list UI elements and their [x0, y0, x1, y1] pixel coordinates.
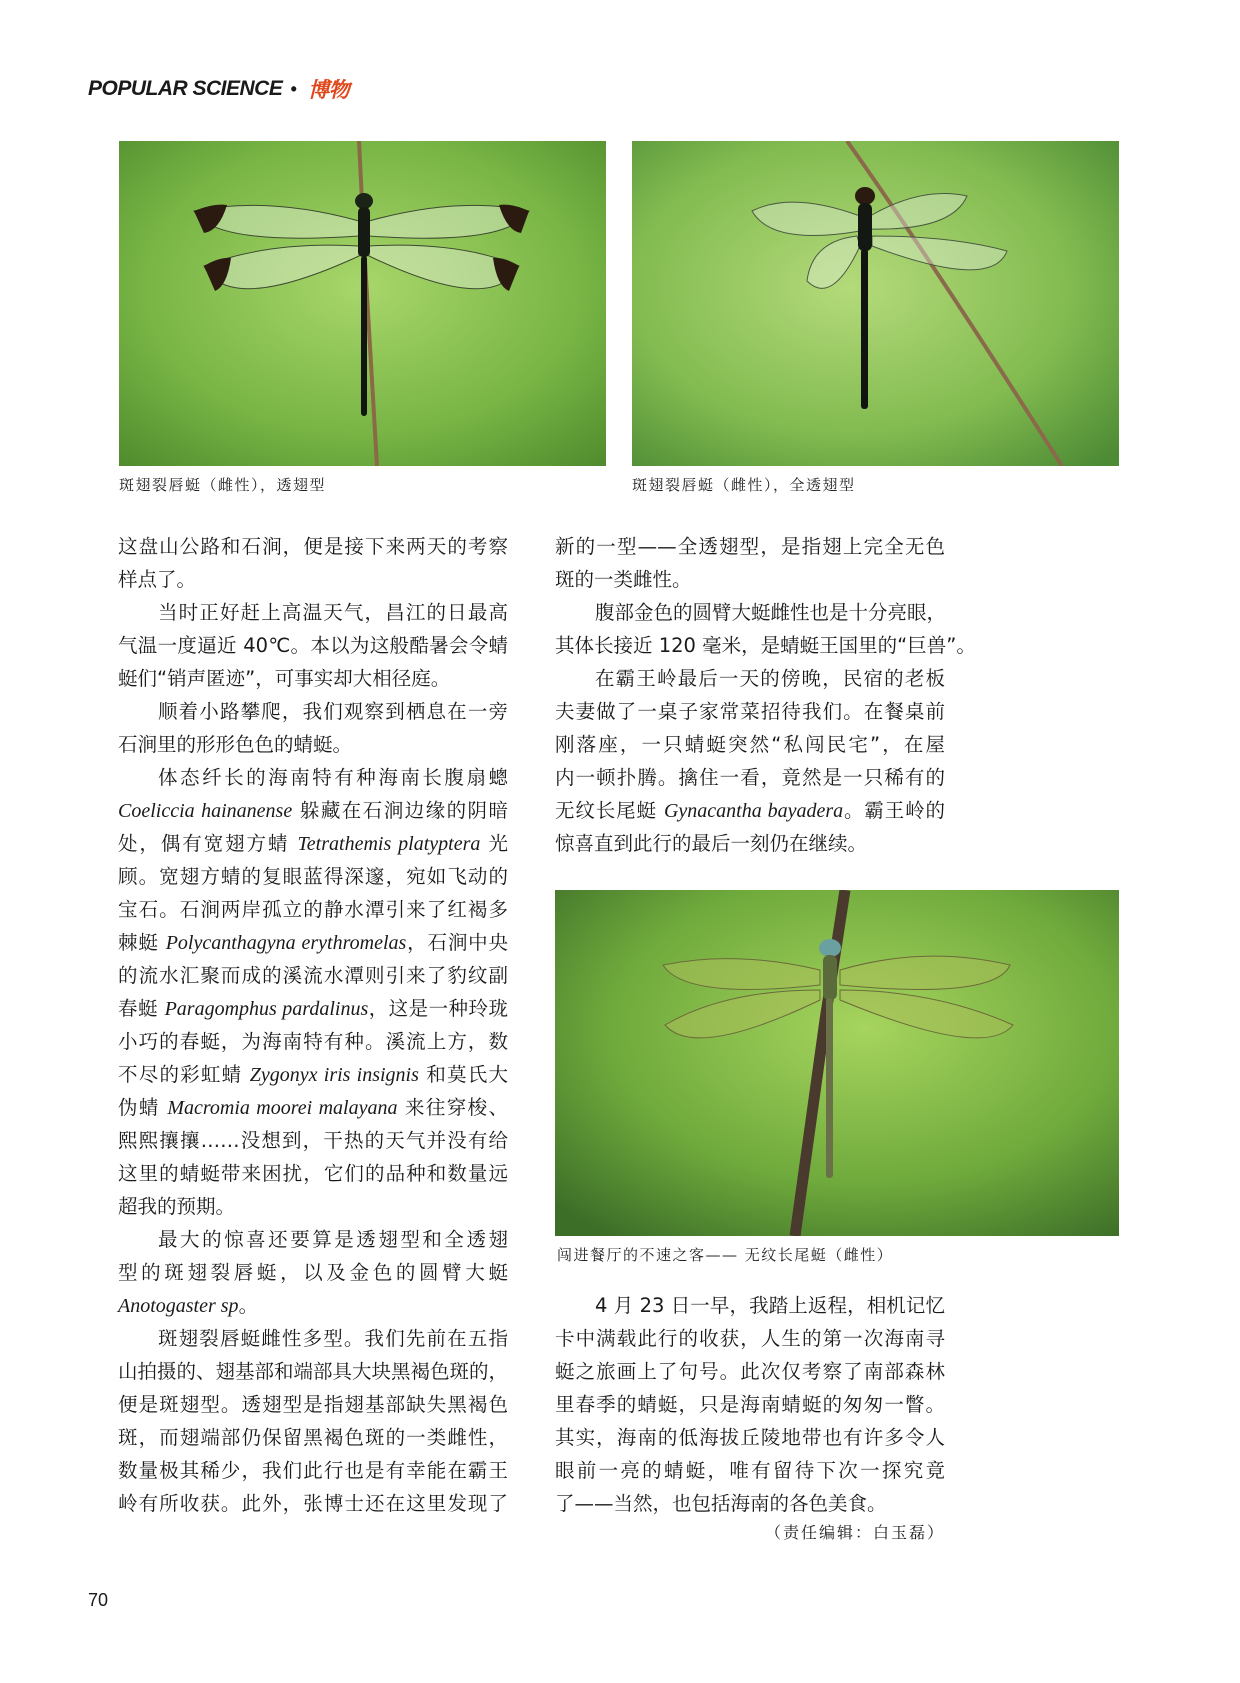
text-line	[118, 596, 508, 629]
text-line	[118, 563, 508, 596]
text-line	[118, 1388, 508, 1421]
text-segment: 蜓之旅画上了句号。此次仅考察了南部森林	[555, 1360, 945, 1383]
text-line	[118, 728, 508, 761]
species-name: Paragomphus pardalinus	[164, 998, 369, 1020]
text-segment: 样点了。	[118, 568, 197, 591]
text-line	[555, 1388, 945, 1421]
text-segment: 刚落座，一只蜻蜓突然“私闯民宅”，在屋	[555, 733, 945, 756]
text-line	[118, 1091, 508, 1124]
text-segment: 棘蜓	[118, 931, 166, 954]
text-segment: 来往穿梭、	[397, 1096, 509, 1119]
text-segment: 处，偶有宽翅方蜻	[118, 832, 298, 855]
text-segment: 当时正好赶上高温天气，昌江的日最高	[158, 601, 508, 624]
text-segment: 顾。宽翅方蜻的复眼蓝得深邃，宛如飞动的	[118, 865, 508, 888]
text-segment: 无纹长尾蜓	[555, 799, 664, 822]
text-segment: 了——当然，也包括海南的各色美食。	[555, 1492, 887, 1515]
species-name: Gynacantha bayadera	[663, 800, 844, 822]
text-segment: 。霸王岭的	[843, 799, 945, 822]
text-line	[118, 959, 508, 992]
text-line	[118, 860, 508, 893]
species-name: Coeliccia hainanense	[118, 800, 293, 822]
text-line	[555, 530, 945, 563]
species-name: Macromia moorei malayana	[167, 1097, 398, 1119]
text-segment: 在霸王岭最后一天的傍晚，民宿的老板	[595, 667, 945, 690]
text-line	[118, 992, 508, 1025]
text-line	[555, 761, 945, 794]
text-segment: 这里的蜻蜓带来困扰，它们的品种和数量远	[118, 1162, 508, 1185]
paragraph	[118, 695, 508, 761]
magazine-brand: POPULAR SCIENCE	[88, 77, 283, 100]
text-line	[555, 629, 976, 662]
article-column-right	[555, 530, 976, 860]
text-segment: 蜓们“销声匿迹”，可事实却大相径庭。	[118, 667, 451, 690]
text-segment: 石涧里的形形色色的蜻蜓。	[118, 733, 353, 756]
species-name: Zygonyx iris insignis	[249, 1064, 419, 1086]
text-segment: 不尽的彩虹蜻	[118, 1063, 250, 1086]
text-segment: 山拍摄的、翅基部和端部具大块黑褐色斑的，	[118, 1360, 509, 1383]
text-line	[555, 596, 945, 629]
text-line	[118, 662, 508, 695]
text-segment: 4 月 23 日一早，我踏上返程，相机记忆	[595, 1294, 945, 1317]
text-segment: 最大的惊喜还要算是透翅型和全透翅	[158, 1228, 508, 1251]
running-header	[88, 74, 349, 104]
text-segment: 数量极其稀少，我们此行也是有幸能在霸王	[118, 1459, 508, 1482]
text-line	[555, 662, 945, 695]
text-line	[118, 1223, 508, 1256]
paragraph	[118, 596, 508, 695]
page-number: 70	[88, 1590, 109, 1610]
text-line	[555, 563, 945, 596]
text-line	[555, 827, 945, 860]
text-segment: 斑翅裂唇蜓雌性多型。我们先前在五指	[158, 1327, 508, 1350]
text-line	[118, 1487, 508, 1520]
paragraph	[555, 530, 945, 596]
text-line	[118, 1355, 508, 1388]
photo-caption: 斑翅裂唇蜓（雌性），透翅型	[119, 476, 327, 494]
text-segment: 顺着小路攀爬，我们观察到栖息在一旁	[158, 700, 508, 723]
editor-credit: （责任编辑：白玉磊）	[764, 1523, 945, 1542]
text-segment: 眼前一亮的蜻蜓，唯有留待下次一探究竟	[555, 1459, 945, 1482]
text-segment: 里春季的蜻蜓，只是海南蜻蜓的匆匆一瞥。	[555, 1393, 945, 1416]
paragraph	[555, 596, 976, 662]
text-line	[118, 629, 508, 662]
text-segment: ，这是一种玲珑	[368, 997, 508, 1020]
text-segment: 。	[238, 1294, 259, 1317]
text-line	[118, 827, 508, 860]
text-segment: 伪蜻	[118, 1096, 168, 1119]
text-line	[118, 1454, 508, 1487]
text-line	[118, 761, 508, 794]
text-segment: 卡中满载此行的收获，人生的第一次海南寻	[555, 1327, 945, 1350]
text-segment: 小巧的春蜓，为海南特有种。溪流上方，数	[118, 1030, 508, 1053]
text-segment: 斑，而翅端部仍保留黑褐色斑的一类雌性，	[118, 1426, 508, 1449]
species-name: Polycanthagyna erythromelas	[165, 932, 407, 954]
article-closing-paragraph	[555, 1289, 945, 1520]
text-segment: 其实，海南的低海拔丘陵地带也有许多令人	[555, 1426, 945, 1449]
photo-caption: 闯进餐厅的不速之客—— 无纹长尾蜓（雌性）	[557, 1246, 894, 1264]
species-name: Anotogaster sp	[118, 1295, 239, 1317]
text-line	[118, 893, 508, 926]
text-line	[555, 1421, 945, 1454]
text-segment: 夫妻做了一桌子家常菜招待我们。在餐桌前	[555, 700, 945, 723]
section-name: 博物	[308, 79, 350, 102]
text-segment: 内一顿扑腾。擒住一看，竟然是一只稀有的	[555, 766, 945, 789]
text-segment: 惊喜直到此行的最后一刻仍在继续。	[555, 832, 868, 855]
text-line	[555, 1487, 945, 1520]
text-segment: 的流水汇聚而成的溪流水潭则引来了豹纹副	[118, 964, 508, 987]
text-segment: 宝石。石涧两岸孤立的静水潭引来了红褐多	[118, 898, 508, 921]
species-name: Tetrathemis platyptera	[297, 833, 481, 855]
text-segment: 体态纤长的海南特有种海南长腹扇蟌	[158, 766, 508, 789]
photo-dragonfly-fully-clear-wing	[632, 141, 1119, 466]
text-line	[118, 695, 508, 728]
text-line	[118, 1421, 508, 1454]
text-line	[555, 728, 945, 761]
text-segment: 春蜓	[118, 997, 165, 1020]
photo-caption: 斑翅裂唇蜓（雌性），全透翅型	[632, 476, 856, 494]
text-segment: 熙熙攘攘……没想到，干热的天气并没有给	[118, 1129, 508, 1152]
photo-dragonfly-clear-wing-tip-spots	[119, 141, 606, 466]
text-line	[555, 1322, 945, 1355]
paragraph	[118, 1322, 508, 1520]
text-line	[118, 1289, 508, 1322]
text-segment: 斑的一类雌性。	[555, 568, 692, 591]
text-line	[118, 794, 508, 827]
text-line	[118, 1025, 508, 1058]
text-line	[555, 695, 945, 728]
text-segment: 腹部金色的圆臂大蜓雌性也是十分亮眼，	[595, 601, 947, 624]
paragraph	[555, 1289, 945, 1520]
header-separator: •	[290, 78, 297, 99]
text-segment: 新的一型——全透翅型，是指翅上完全无色	[555, 535, 945, 558]
text-segment: 光	[480, 832, 508, 855]
text-segment: 便是斑翅型。透翅型是指翅基部缺失黑褐色	[118, 1393, 508, 1416]
text-segment: 岭有所收获。此外，张博士还在这里发现了	[118, 1492, 508, 1515]
text-line	[118, 1157, 508, 1190]
text-segment: 躲藏在石涧边缘的阴暗	[292, 799, 509, 822]
text-segment: ，石涧中央	[406, 931, 508, 954]
text-line	[555, 1454, 945, 1487]
text-line	[118, 1322, 508, 1355]
paragraph	[118, 530, 508, 596]
photo-gynacantha-bayadera	[555, 890, 1119, 1236]
paragraph	[118, 761, 508, 1223]
paragraph	[555, 662, 945, 860]
text-segment: 气温一度逼近 40℃。本以为这般酷暑会令蜻	[118, 634, 508, 657]
paragraph	[118, 1223, 508, 1322]
text-line	[118, 926, 508, 959]
text-line	[118, 1124, 508, 1157]
text-segment: 超我的预期。	[118, 1195, 236, 1218]
text-line	[555, 1355, 945, 1388]
text-segment: 型的斑翅裂唇蜓，以及金色的圆臂大蜓	[118, 1261, 508, 1284]
text-line	[118, 1256, 508, 1289]
text-line	[118, 1058, 508, 1091]
text-segment: 其体长接近 120 毫米，是蜻蜓王国里的“巨兽”。	[555, 634, 976, 657]
article-column-left	[118, 530, 508, 1520]
text-segment: 这盘山公路和石涧，便是接下来两天的考察	[118, 535, 508, 558]
text-line	[555, 1289, 945, 1322]
text-line	[555, 794, 945, 827]
text-line	[118, 530, 508, 563]
text-line	[118, 1190, 508, 1223]
text-segment: 和莫氏大	[418, 1063, 509, 1086]
